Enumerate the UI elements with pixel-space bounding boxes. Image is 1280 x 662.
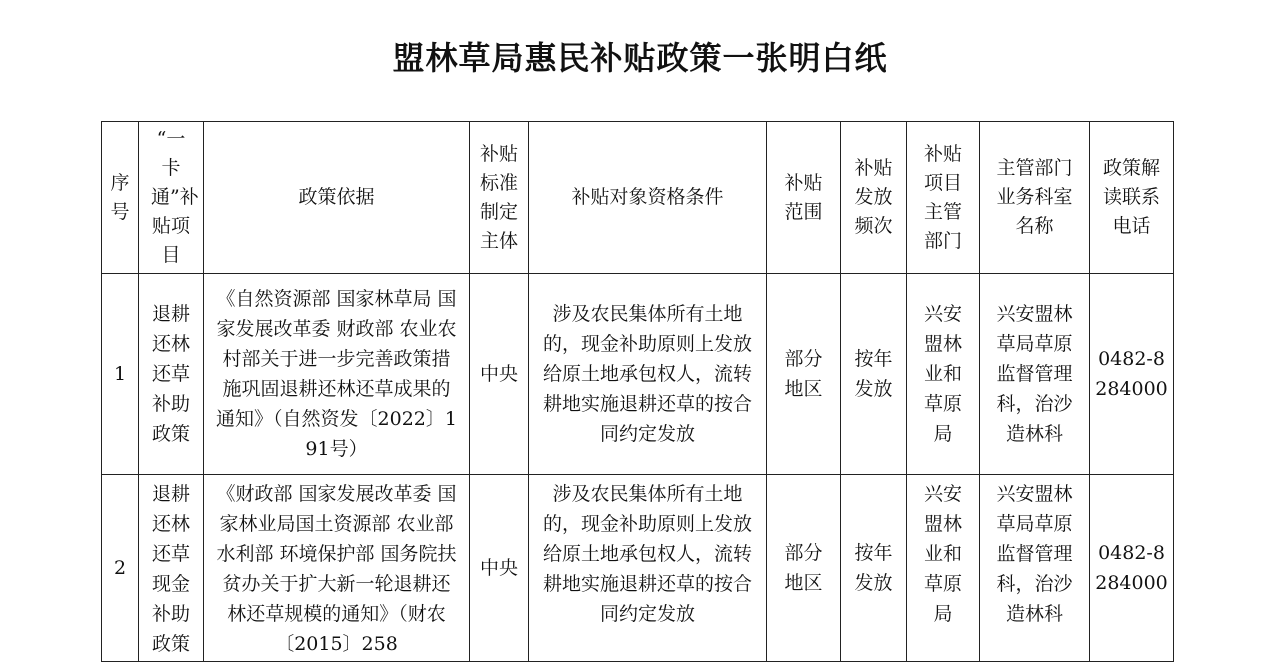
cell-department: 兴安盟林业和草原局	[907, 475, 980, 662]
cell-subsidy-item: 退耕还林还草现金补助政策	[139, 475, 204, 662]
cell-subsidy-item: 退耕还林还草补助政策	[139, 274, 204, 475]
cell-eligibility: 涉及农民集体所有土地的，现金补助原则上发放给原土地承包权人，流转耕地实施退耕还草的按合同约定发放	[529, 274, 767, 475]
cell-standard-body: 中央	[470, 475, 529, 662]
cell-office: 兴安盟林草局草原监督管理科，治沙造林科	[980, 274, 1090, 475]
header-serial-number: 序号	[102, 122, 139, 274]
cell-scope: 部分地区	[767, 475, 841, 662]
cell-scope: 部分地区	[767, 274, 841, 475]
document-title: 盟林草局惠民补贴政策一张明白纸	[392, 39, 888, 77]
cell-department: 兴安盟林业和草原局	[907, 274, 980, 475]
cell-policy-basis: 《自然资源部 国家林草局 国家发展改革委 财政部 农业农村部关于进一步完善政策措施巩固退耕还林还草成果的通知》（自然资发〔2022〕191号）	[204, 274, 470, 475]
cell-serial-number: 2	[102, 475, 139, 662]
header-department: 补贴项目主管部门	[907, 122, 980, 274]
header-phone: 政策解读联系电话	[1090, 122, 1174, 274]
header-frequency: 补贴发放频次	[841, 122, 907, 274]
cell-phone: 0482-8284000	[1090, 475, 1174, 662]
header-row	[102, 122, 1174, 274]
header-scope: 补贴范围	[767, 122, 841, 274]
cell-phone: 0482-8284000	[1090, 274, 1174, 475]
subsidy-policy-table	[101, 121, 1174, 662]
cell-eligibility: 涉及农民集体所有土地的，现金补助原则上发放给原土地承包权人，流转耕地实施退耕还草的按合同约定发放	[529, 475, 767, 662]
table-row	[102, 274, 1174, 475]
table-row	[102, 475, 1174, 662]
cell-frequency: 按年发放	[841, 475, 907, 662]
header-office: 主管部门业务科室名称	[980, 122, 1090, 274]
header-policy-basis: 政策依据	[204, 122, 470, 274]
cell-standard-body: 中央	[470, 274, 529, 475]
header-card-subsidy-item: “一卡通”补贴项目	[139, 122, 204, 274]
cell-frequency: 按年发放	[841, 274, 907, 475]
cell-serial-number: 1	[102, 274, 139, 475]
header-eligibility: 补贴对象资格条件	[529, 122, 767, 274]
table-header	[102, 122, 1174, 274]
cell-office: 兴安盟林草局草原监督管理科，治沙造林科	[980, 475, 1090, 662]
header-standard-body: 补贴标准制定主体	[470, 122, 529, 274]
cell-policy-basis: 《财政部 国家发展改革委 国家林业局国土资源部 农业部 水利部 环境保护部 国务院扶贫办关于扩大新一轮退耕还林还草规模的通知》（财农〔2015〕258	[204, 475, 470, 662]
